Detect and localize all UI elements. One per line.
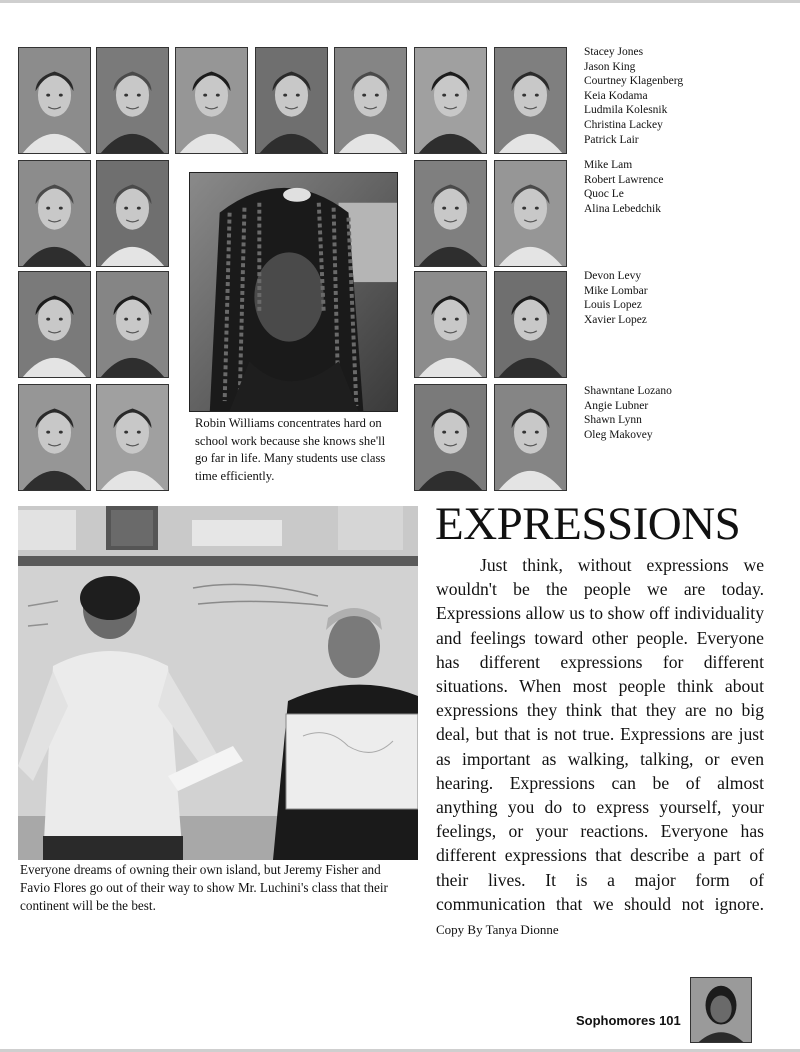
student-name: Shawntane Lozano bbox=[584, 385, 672, 397]
student-name: Keia Kodama bbox=[584, 89, 648, 102]
student-name: Shawn Lynn bbox=[584, 414, 642, 427]
student-name: Courtney Klagenberg bbox=[584, 75, 684, 88]
student-portrait bbox=[18, 160, 91, 267]
student-portrait bbox=[494, 47, 567, 154]
article-title: EXPRESSIONS bbox=[435, 498, 741, 550]
name-list-row2 bbox=[584, 158, 784, 216]
student-name: Oleg Makovey bbox=[584, 428, 653, 441]
article-byline: Copy By Tanya Dionne bbox=[436, 922, 559, 938]
name-list-row4 bbox=[584, 384, 784, 442]
student-name: Quoc Le bbox=[584, 188, 624, 201]
student-name: Christina Lackey bbox=[584, 118, 663, 131]
student-portrait bbox=[255, 47, 328, 154]
name-list-row3 bbox=[584, 269, 784, 327]
page-footer: Sophomores 101 bbox=[576, 1013, 681, 1028]
student-portrait bbox=[414, 160, 487, 267]
student-portrait bbox=[494, 160, 567, 267]
student-name: Mike Lam bbox=[584, 159, 633, 171]
student-name: Jason King bbox=[584, 60, 636, 73]
student-portrait bbox=[414, 271, 487, 378]
article-body-text: Just think, without expressions we wouldn't be the people we are today. Expressions allow us to show off individuality and feelings toward other people. Everyone has different expressions for different situations. When most people think about expressions they think that they are no big deal, but that is not true. Expressions are just as important as walking, talking, or even hearing. Expressions can be of almost anything you do to express yourself, your feelings, or your reactions. Everyone has different expressions that describe a part of their lives. It is a major form of communication that we should not ignore. bbox=[436, 555, 764, 914]
student-portrait bbox=[96, 160, 169, 267]
student-portrait bbox=[96, 47, 169, 154]
student-name: Alina Lebedchik bbox=[584, 202, 661, 215]
student-name: Devon Levy bbox=[584, 270, 642, 282]
student-name: Xavier Lopez bbox=[584, 313, 647, 326]
student-portrait bbox=[414, 47, 487, 154]
student-name: Patrick Lair bbox=[584, 133, 639, 146]
student-portrait bbox=[494, 384, 567, 491]
student-name: Louis Lopez bbox=[584, 299, 642, 312]
student-portrait bbox=[494, 271, 567, 378]
footer-thumbnail-photo bbox=[690, 977, 752, 1043]
feature-photo-robin bbox=[189, 172, 398, 412]
student-name: Mike Lombar bbox=[584, 284, 648, 297]
name-list-row1 bbox=[584, 45, 784, 147]
student-portrait bbox=[96, 384, 169, 491]
student-portrait bbox=[334, 47, 407, 154]
student-portrait bbox=[18, 271, 91, 378]
student-portrait bbox=[96, 271, 169, 378]
student-portrait bbox=[414, 384, 487, 491]
student-name: Angie Lubner bbox=[584, 399, 649, 412]
photo-caption-classroom: Everyone dreams of owning their own island, but Jeremy Fisher and Favio Flores go out of their way to show Mr. Luchini's class that their continent will be the best. bbox=[20, 862, 388, 914]
student-portrait bbox=[18, 384, 91, 491]
photo-caption-robin: Robin Williams concentrates hard on school work because she knows she'll go far in life. Many students use class time efficiently. bbox=[195, 416, 386, 483]
article-body bbox=[436, 553, 764, 942]
student-name: Stacey Jones bbox=[584, 46, 644, 58]
student-portrait bbox=[18, 47, 91, 154]
feature-photo-classroom bbox=[18, 506, 418, 860]
student-name: Ludmila Kolesnik bbox=[584, 104, 668, 117]
student-portrait bbox=[175, 47, 248, 154]
student-name: Robert Lawrence bbox=[584, 173, 664, 186]
